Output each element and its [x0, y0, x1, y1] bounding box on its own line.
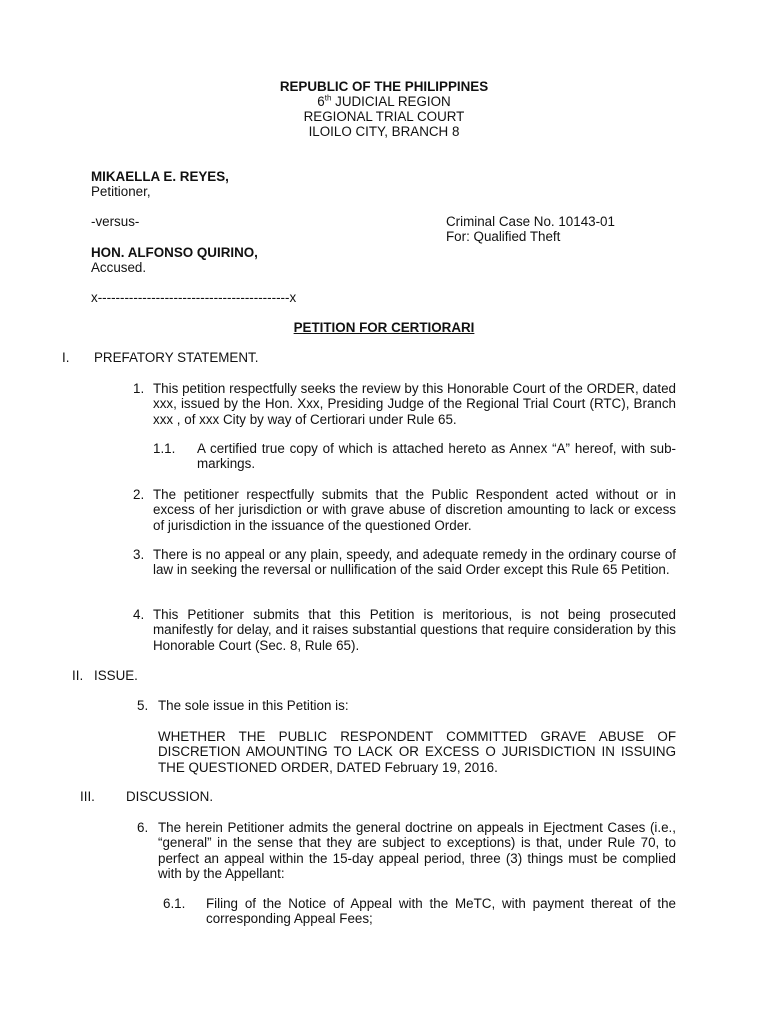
paragraph-5-text: The sole issue in this Petition is: — [158, 698, 349, 713]
paragraph-3-text: There is no appeal or any plain, speedy, and adequate remedy in the ordinary course of law in seeking the reversal or nullification of the said Order except this Rule 65 Petition. — [153, 547, 676, 578]
paragraph-1-number: 1. — [133, 381, 145, 396]
paragraph-4-number: 4. — [133, 607, 145, 622]
paragraph-1-1-number: 1.1. — [153, 441, 176, 456]
paragraph-3-number: 3. — [133, 547, 145, 562]
court-header-region — [0, 94, 768, 109]
paragraph-4-text: This Petitioner submits that this Petition is meritorious, is not being prosecuted manifestly for delay, and it raises substantial questions that require consideration by this Honorable Court (Sec. 8, Rule 65). — [153, 607, 676, 653]
paragraph-6-number: 6. — [137, 820, 149, 835]
section-2-number: II. — [72, 668, 84, 683]
caption-divider: x-------------------------------------------x — [91, 290, 297, 305]
section-3-heading: DISCUSSION. — [126, 789, 214, 804]
versus-label: -versus- — [91, 214, 140, 229]
section-2-heading: ISSUE. — [94, 668, 138, 683]
region-number: 6 — [317, 94, 325, 109]
section-3-number: III. — [80, 789, 95, 804]
document-title: PETITION FOR CERTIORARI — [293, 320, 475, 335]
court-header-republic: REPUBLIC OF THE PHILIPPINES — [279, 79, 489, 94]
petitioner-role: Petitioner, — [91, 184, 151, 199]
region-text: JUDICIAL REGION — [331, 94, 451, 109]
section-1-heading: PREFATORY STATEMENT. — [94, 350, 259, 365]
accused-role: Accused. — [91, 260, 147, 275]
petitioner-name: MIKAELLA E. REYES, — [91, 169, 229, 184]
paragraph-6-1-text: Filing of the Notice of Appeal with the MeTC, with payment thereat of the corresponding Appeal Fees; — [206, 896, 676, 927]
paragraph-5-number: 5. — [137, 698, 149, 713]
accused-name: HON. ALFONSO QUIRINO, — [91, 245, 258, 260]
court-header-branch: ILOILO CITY, BRANCH 8 — [308, 124, 460, 139]
paragraph-1-text: This petition respectfully seeks the review by this Honorable Court of the ORDER, dated xxx, issued by the Hon. Xxx, Presiding Judge of the Regional Trial Court (RTC), Branch xxx , of xxx City by way of Certiorari under Rule 65. — [153, 381, 676, 427]
paragraph-6-text: The herein Petitioner admits the general doctrine on appeals in Ejectment Cases (i.e., “general” in the sense that they are subject to exceptions) is that, under Rule 70, to perfect an appeal within the 15-day appeal period, three (3) things must be complied with by the Appellant: — [158, 820, 676, 881]
issue-statement: WHETHER THE PUBLIC RESPONDENT COMMITTED GRAVE ABUSE OF DISCRETION AMOUNTING TO LACK OR EXCESS O JURISDICTION IN ISSUING THE QUESTIONED ORDER, DATED February 19, 2016. — [158, 729, 676, 775]
case-offense: For: Qualified Theft — [446, 229, 561, 244]
paragraph-1-1-text: A certified true copy of which is attached hereto as Annex “A” hereof, with sub-markings. — [197, 441, 676, 472]
paragraph-6-1-number: 6.1. — [163, 896, 186, 911]
region-ordinal: th — [324, 93, 332, 103]
section-1-number: I. — [62, 350, 70, 365]
paragraph-2-text: The petitioner respectfully submits that the Public Respondent acted without or in excess of her jurisdiction or with grave abuse of discretion amounting to lack or excess of jurisdiction in the issuance of the questioned Order. — [153, 487, 676, 533]
paragraph-2-number: 2. — [133, 487, 145, 502]
court-header-rtc: REGIONAL TRIAL COURT — [303, 109, 465, 124]
case-number: Criminal Case No. 10143-01 — [446, 214, 615, 229]
